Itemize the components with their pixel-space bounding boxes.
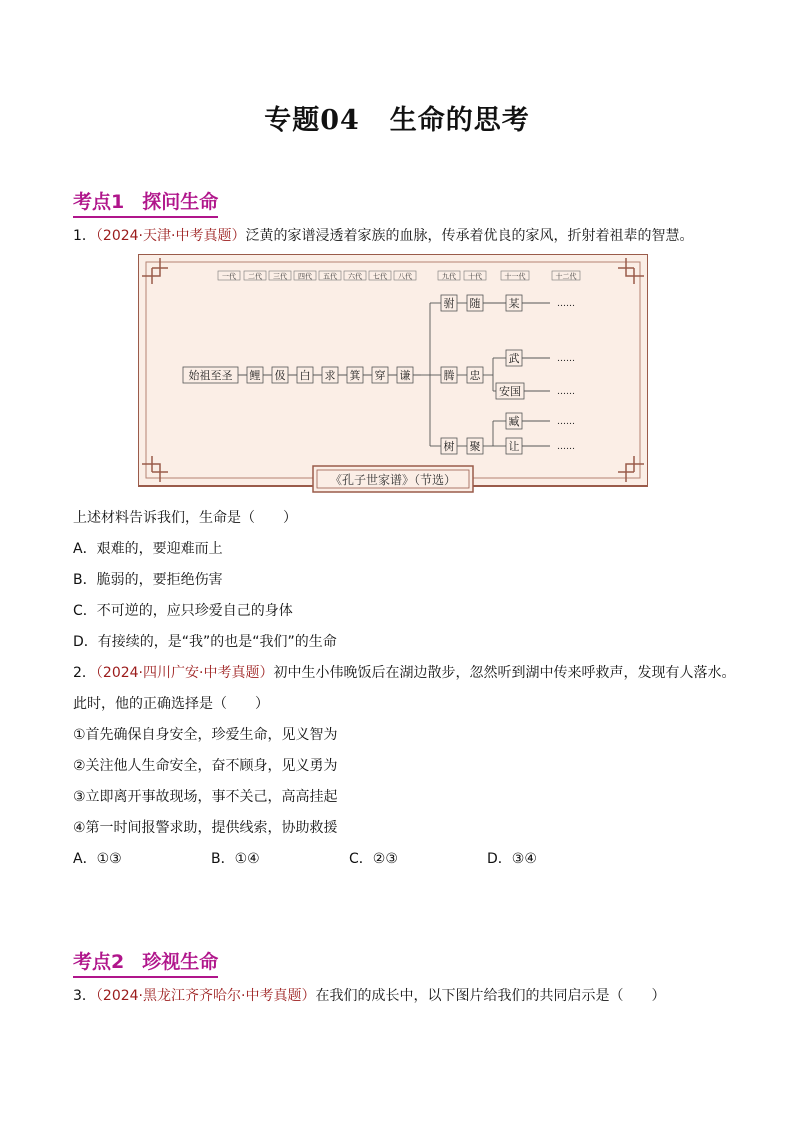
option-a: A．艰难的，要迎难而上 [73,541,223,557]
tree-node: 谦 [399,369,411,382]
tree-node: 忠 [469,369,481,382]
tree-node: 驸 [443,297,455,310]
gen-label: 八代 [398,272,412,281]
ellipsis: …… [557,299,575,309]
gen-label: 三代 [273,272,287,281]
gen-label: 六代 [348,272,362,281]
family-tree-figure [138,254,648,496]
gen-label: 一代 [222,272,236,281]
option-c: C．不可逆的，应只珍爱自己的身体 [73,603,293,619]
question-source: （2024·四川广安·中考真题） [95,665,274,681]
gen-label: 十代 [468,272,482,281]
section-label: 考点1 [73,191,125,213]
node-founder: 始祖至圣 [188,369,233,382]
tree-node: 腾 [443,369,455,382]
tree-node: 安国 [499,385,521,398]
gen-label: 四代 [298,272,312,281]
question-1-prompt: 上述材料告诉我们，生命是（ ） [73,510,297,526]
section-name: 珍视生命 [142,951,219,973]
tree-node: 聚 [469,440,481,453]
tree-node: 箕 [349,369,361,382]
tree-node: 穿 [374,369,386,382]
title-topic-name: 生命的思考 [389,105,530,136]
ellipsis: …… [557,442,575,452]
gen-label: 十二代 [555,272,577,281]
section-name: 探问生命 [142,191,219,213]
section-heading-1 [73,187,218,214]
option-d: D．有接续的，是“我”的也是“我们”的生命 [73,634,337,650]
tree-node: 求 [324,369,336,382]
question-3-stem: 3．（2024·黑龙江齐齐哈尔·中考真题）在我们的成长中，以下图片给我们的共同启示是（ ） [73,988,666,1004]
gen-label: 五代 [323,272,337,281]
tree-node: 臧 [508,415,520,428]
tree-node: 鲤 [249,369,261,382]
statement-3: ③立即离开事故现场，事不关己，高高挂起 [73,789,338,805]
option-b: B．①④ [211,851,260,867]
tree-node: 随 [469,297,481,310]
option-c: C．②③ [349,851,398,867]
question-2-prompt: 此时，他的正确选择是（ ） [73,696,269,712]
tree-node: 伋 [274,369,286,382]
ellipsis: …… [557,387,575,397]
gen-label: 十一代 [504,272,526,281]
ellipsis: …… [557,354,575,364]
section-label: 考点2 [73,951,125,973]
statement-1: ①首先确保自身安全，珍爱生命，见义智为 [73,727,338,743]
question-1-stem: 1．（2024·天津·中考真题）泛黄的家谱浸透着家族的血脉，传承着优良的家风，折射着祖辈的智慧。 [73,228,694,244]
title-topic-number: 专题04 [264,105,360,136]
question-2-options [73,850,537,868]
gen-label: 七代 [373,272,387,281]
gen-label: 九代 [442,272,456,281]
question-source: （2024·天津·中考真题） [95,228,246,244]
tree-node: 某 [508,297,520,310]
option-d: D．③④ [487,851,537,867]
section-heading-2 [73,947,218,974]
question-2-stem: 2．（2024·四川广安·中考真题）初中生小伟晚饭后在湖边散步，忽然听到湖中传来呼救声，发现有人落水。 [73,665,736,681]
statement-4: ④第一时间报警求助，提供线索，协助救援 [73,820,338,836]
page-title [0,98,794,137]
lineage-chain [183,367,413,383]
figure-caption: 《孔子世家谱》（节选） [329,473,457,487]
gen-label: 二代 [248,272,262,281]
tree-node: 让 [508,440,520,453]
option-a: A．①③ [73,851,122,867]
tree-node: 树 [443,440,455,453]
statement-2: ②关注他人生命安全，奋不顾身，见义勇为 [73,758,338,774]
question-source: （2024·黑龙江齐齐哈尔·中考真题） [95,988,316,1004]
option-b: B．脆弱的，要拒绝伤害 [73,572,223,588]
tree-node: 武 [508,352,520,365]
tree-node: 白 [299,369,311,382]
ellipsis: …… [557,417,575,427]
